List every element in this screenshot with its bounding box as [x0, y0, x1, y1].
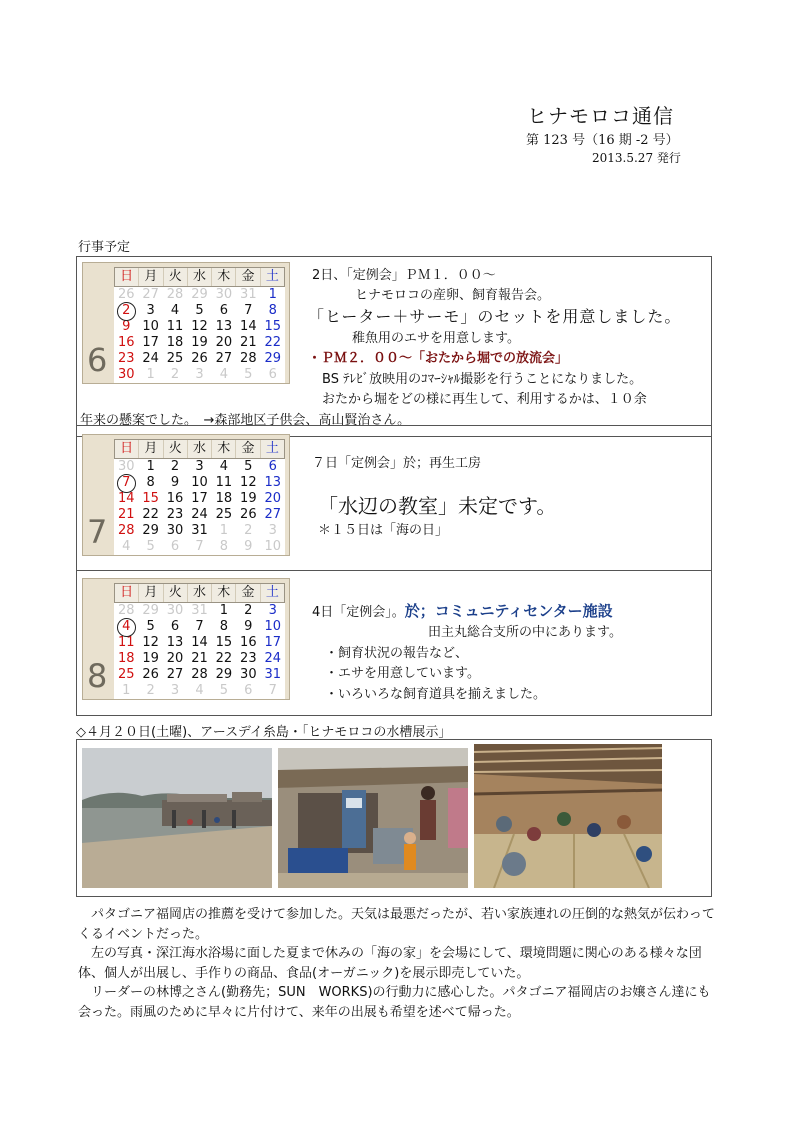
newsletter-title: ヒナモロコ通信 — [527, 104, 674, 128]
weekday-label: 金 — [236, 440, 260, 458]
calendar-day: 3 — [170, 683, 180, 698]
calendar-day: 1 — [122, 683, 131, 698]
calendar-day: 4 — [219, 459, 229, 474]
calendar-day: 17 — [191, 491, 208, 506]
calendar-day: 6 — [170, 539, 180, 554]
calendar-day: 10 — [264, 539, 282, 554]
calendar-week-row — [114, 683, 285, 699]
weekday-label: 土 — [261, 440, 284, 458]
calendar-day: 1 — [146, 367, 155, 382]
calendar-day: 30 — [240, 667, 257, 682]
weekday-label: 金 — [236, 584, 260, 602]
june-event-line: 2日、「定例会」ＰＭ１．００～ — [312, 268, 496, 283]
calendar-day: 15 — [215, 635, 233, 650]
calendar-day: 23 — [240, 651, 257, 666]
calendar-day: 6 — [170, 619, 180, 634]
calendar-weekday-header — [114, 439, 285, 459]
weekday-label: 木 — [212, 268, 236, 286]
calendar-day: 16 — [166, 491, 184, 506]
issue-number: 第 123 号（16 期 -2 号） — [526, 133, 679, 148]
calendar-day: 26 — [191, 351, 208, 366]
report-paragraph: リーダーの林博之さん(勤務先；SUN WORKS)の行動力に感心した。パタゴニア福岡店のお嬢さん達にも会った。雨風のために早々に片付けて、来年の出展も希望を述べて帰った。 — [78, 985, 711, 1020]
calendar-day: 5 — [219, 683, 229, 698]
calendar-day: 7 — [195, 619, 204, 634]
calendar-day: 22 — [215, 651, 233, 666]
calendar-week-row — [114, 459, 285, 475]
calendar-day: 4 — [219, 367, 229, 382]
calendar-day: 4 — [195, 683, 204, 698]
calendar-day: 12 — [240, 475, 257, 490]
calendar-day: 6 — [268, 459, 277, 474]
calendar-day: 16 — [117, 335, 135, 350]
calendar-day: 4 — [170, 303, 180, 318]
calendar-day: 7 — [268, 683, 277, 698]
calendar-day: 21 — [240, 335, 257, 350]
issue-date: 2013.5.27 発行 — [592, 151, 681, 165]
calendar-day: 10 — [264, 619, 282, 634]
event-heading: ◇４月２０日(土曜)、アースデイ糸島・「ヒナモロコの水槽展示」 — [76, 725, 452, 740]
weekday-label: 水 — [188, 584, 212, 602]
calendar-day: 18 — [166, 335, 184, 350]
august-calendar — [82, 578, 290, 700]
weekday-label: 日 — [115, 268, 139, 286]
calendar-day: 29 — [191, 287, 208, 302]
calendar-day: 27 — [264, 507, 282, 522]
weekday-label: 火 — [164, 440, 188, 458]
calendar-day: 26 — [142, 667, 159, 682]
august-event-date: 4日「定例会」。 — [312, 605, 405, 620]
weekday-label: 木 — [212, 584, 236, 602]
weekday-label: 月 — [139, 440, 163, 458]
calendar-day: 29 — [142, 603, 159, 618]
calendar-week-row — [114, 539, 285, 555]
weekday-label: 月 — [139, 584, 163, 602]
calendar-day: 8 — [219, 619, 229, 634]
calendar-day: 6 — [268, 367, 277, 382]
calendar-day: 3 — [195, 459, 204, 474]
calendar-day: 3 — [268, 603, 277, 618]
calendar-day: 13 — [166, 635, 184, 650]
calendar-day: 30 — [166, 523, 184, 538]
calendar-day: 1 — [146, 459, 155, 474]
calendar-day: 20 — [215, 335, 233, 350]
calendar-week-row — [114, 523, 285, 539]
calendar-day: 30 — [166, 603, 184, 618]
calendar-day: 28 — [117, 603, 135, 618]
calendar-month-number: 6 — [87, 341, 108, 379]
calendar-day: 4 — [122, 539, 131, 554]
june-event-line: BS ﾃﾚﾋﾞ放映用のｺﾏｰｼｬﾙ撮影を行うことになりました。 — [322, 372, 643, 387]
calendar-day: 12 — [142, 635, 159, 650]
calendar-day: 25 — [166, 351, 184, 366]
august-event-line: ・エサを用意しています。 — [325, 666, 480, 681]
calendar-day: 8 — [146, 475, 155, 490]
calendar-day: 9 — [122, 319, 131, 334]
calendar-week-row — [114, 603, 285, 619]
calendar-day: 31 — [240, 287, 257, 302]
calendar-day: 23 — [117, 351, 135, 366]
calendar-month-number: 7 — [87, 513, 108, 551]
calendar-day: 30 — [117, 459, 135, 474]
calendar-day: 31 — [191, 603, 208, 618]
calendar-day: 7 — [244, 303, 253, 318]
calendar-day: 5 — [146, 539, 155, 554]
weekday-label: 水 — [188, 268, 212, 286]
calendar-day: 18 — [215, 491, 233, 506]
august-event-line: ・飼育状況の報告など、 — [325, 646, 469, 661]
calendar-day: 12 — [191, 319, 208, 334]
calendar-week-row — [114, 287, 285, 303]
calendar-day: 28 — [191, 667, 208, 682]
july-event-line: ７日「定例会」於；再生工房 — [312, 456, 482, 471]
calendar-day: 2 — [146, 683, 155, 698]
calendar-day: 24 — [191, 507, 208, 522]
weekday-label: 土 — [261, 584, 284, 602]
calendar-grid — [114, 439, 285, 555]
calendar-day: 10 — [191, 475, 208, 490]
calendar-day: 10 — [142, 319, 159, 334]
calendar-day: 5 — [146, 619, 155, 634]
calendar-day: 17 — [142, 335, 159, 350]
calendar-day: 13 — [215, 319, 233, 334]
weekday-label: 火 — [164, 584, 188, 602]
calendar-day: 25 — [215, 507, 233, 522]
calendar-week-row — [114, 367, 285, 383]
weekday-label: 金 — [236, 268, 260, 286]
calendar-day: 8 — [268, 303, 277, 318]
calendar-month-number: 8 — [87, 657, 108, 695]
calendar-day: 27 — [166, 667, 184, 682]
calendar-week-row — [114, 475, 285, 491]
calendar-day: 22 — [142, 507, 159, 522]
weekday-label: 木 — [212, 440, 236, 458]
august-event-line — [312, 600, 613, 621]
calendar-day: 29 — [142, 523, 159, 538]
calendar-day: 9 — [244, 619, 253, 634]
booth-photo — [278, 748, 468, 888]
weekday-label: 火 — [164, 268, 188, 286]
calendar-week-row — [114, 491, 285, 507]
calendar-day: 16 — [240, 635, 257, 650]
august-event-line: ・いろいろな飼育道具を揃えました。 — [325, 687, 547, 702]
calendar-day: 28 — [117, 523, 135, 538]
calendar-day: 11 — [166, 319, 184, 334]
calendar-day: 19 — [142, 651, 159, 666]
calendar-day: 20 — [166, 651, 184, 666]
calendar-day: 14 — [240, 319, 257, 334]
calendar-day: 8 — [219, 539, 229, 554]
calendar-day: 11 — [117, 635, 135, 650]
weekday-label: 日 — [115, 584, 139, 602]
report-paragraph: 左の写真・深江海水浴場に面した夏まで休みの「海の家」を会場にして、環境問題に関心のある様々な団体、個人が出展し、手作りの商品、食品(オーガニック)を展示即売していた。 — [78, 946, 702, 981]
calendar-day: 31 — [191, 523, 208, 538]
calendar-week-row — [114, 635, 285, 651]
calendar-day: 3 — [146, 303, 155, 318]
august-event-line: 田主丸総合支所の中にあります。 — [428, 625, 622, 640]
calendar-day: 15 — [264, 319, 282, 334]
calendar-day: 15 — [142, 491, 159, 506]
calendar-day: 26 — [117, 287, 135, 302]
calendar-day: 6 — [244, 683, 253, 698]
calendar-day: 13 — [264, 475, 282, 490]
calendar-day-circled: 4 — [114, 619, 138, 635]
beach-photo — [82, 748, 272, 888]
calendar-week-row — [114, 507, 285, 523]
june-calendar — [82, 262, 290, 384]
calendar-day: 24 — [264, 651, 282, 666]
june-event-line: 年来の懸案でした。 →森部地区子供会、高山賢治さん。 — [80, 413, 411, 428]
calendar-day: 5 — [244, 367, 253, 382]
calendar-day: 1 — [219, 523, 229, 538]
calendar-day: 31 — [264, 667, 282, 682]
calendar-day: 1 — [268, 287, 277, 302]
calendar-day: 2 — [170, 367, 180, 382]
calendar-week-row — [114, 303, 285, 319]
calendar-day: 27 — [142, 287, 159, 302]
weekday-label: 土 — [261, 268, 284, 286]
calendar-day: 2 — [244, 523, 253, 538]
calendar-day: 27 — [215, 351, 233, 366]
august-event-venue: 於；コミュニティセンター施設 — [404, 602, 613, 620]
calendar-grid — [114, 267, 285, 383]
calendar-day: 14 — [117, 491, 135, 506]
calendar-day: 11 — [215, 475, 233, 490]
calendar-week-row — [114, 619, 285, 635]
june-event-line: ヒナモロコの産卵、飼育報告会。 — [355, 288, 551, 303]
calendar-day: 23 — [166, 507, 184, 522]
calendar-day: 30 — [215, 287, 233, 302]
schedule-label: 行事予定 — [78, 240, 131, 255]
june-event-line: おたから堀をどの様に再生して、利用するかは、１０余 — [322, 392, 647, 407]
weekday-label: 水 — [188, 440, 212, 458]
calendar-day: 29 — [264, 351, 282, 366]
july-event-title: 「水辺の教室」未定です。 — [318, 494, 557, 518]
weekday-label: 月 — [139, 268, 163, 286]
calendar-day-circled: 7 — [114, 475, 138, 491]
calendar-week-row — [114, 335, 285, 351]
calendar-week-row — [114, 667, 285, 683]
calendar-day: 14 — [191, 635, 208, 650]
calendar-day: 19 — [191, 335, 208, 350]
calendar-day: 5 — [195, 303, 204, 318]
calendar-day: 2 — [170, 459, 180, 474]
calendar-day: 28 — [240, 351, 257, 366]
calendar-weekday-header — [114, 267, 285, 287]
calendar-day: 1 — [219, 603, 229, 618]
july-calendar — [82, 434, 290, 556]
calendar-day: 19 — [240, 491, 257, 506]
calendar-day: 24 — [142, 351, 159, 366]
calendar-week-row — [114, 651, 285, 667]
calendar-day: 9 — [244, 539, 253, 554]
calendar-grid — [114, 583, 285, 699]
june-event-line: 「ヒーター＋サーモ」のセットを用意しました。 — [308, 307, 682, 326]
calendar-day: 28 — [166, 287, 184, 302]
report-paragraph: パタゴニア福岡店の推薦を受けて参加した。天気は最悪だったが、若い家族連れの圧倒的な熱気が伝わってくるイベントだった。 — [78, 907, 715, 942]
june-event-line: 稚魚用のエサを用意します。 — [352, 331, 520, 346]
july-event-line: ＊１５日は「海の日」 — [318, 523, 449, 538]
calendar-day: 9 — [170, 475, 180, 490]
tatami-hall-photo — [474, 744, 662, 888]
calendar-day: 29 — [215, 667, 233, 682]
calendar-day: 6 — [219, 303, 229, 318]
calendar-day: 3 — [268, 523, 277, 538]
calendar-day: 2 — [244, 603, 253, 618]
calendar-day: 22 — [264, 335, 282, 350]
calendar-day: 25 — [117, 667, 135, 682]
june-event-highlight: ・ＰＭ２．００～「おたから堀での放流会」 — [308, 351, 569, 366]
calendar-day: 7 — [195, 539, 204, 554]
calendar-day: 3 — [195, 367, 204, 382]
calendar-week-row — [114, 351, 285, 367]
calendar-day: 21 — [117, 507, 135, 522]
calendar-day: 30 — [117, 367, 135, 382]
calendar-day-circled: 2 — [114, 303, 138, 319]
calendar-week-row — [114, 319, 285, 335]
weekday-label: 日 — [115, 440, 139, 458]
calendar-day: 17 — [264, 635, 282, 650]
calendar-day: 26 — [240, 507, 257, 522]
calendar-day: 5 — [244, 459, 253, 474]
calendar-weekday-header — [114, 583, 285, 603]
calendar-day: 18 — [117, 651, 135, 666]
calendar-day: 20 — [264, 491, 282, 506]
calendar-day: 21 — [191, 651, 208, 666]
